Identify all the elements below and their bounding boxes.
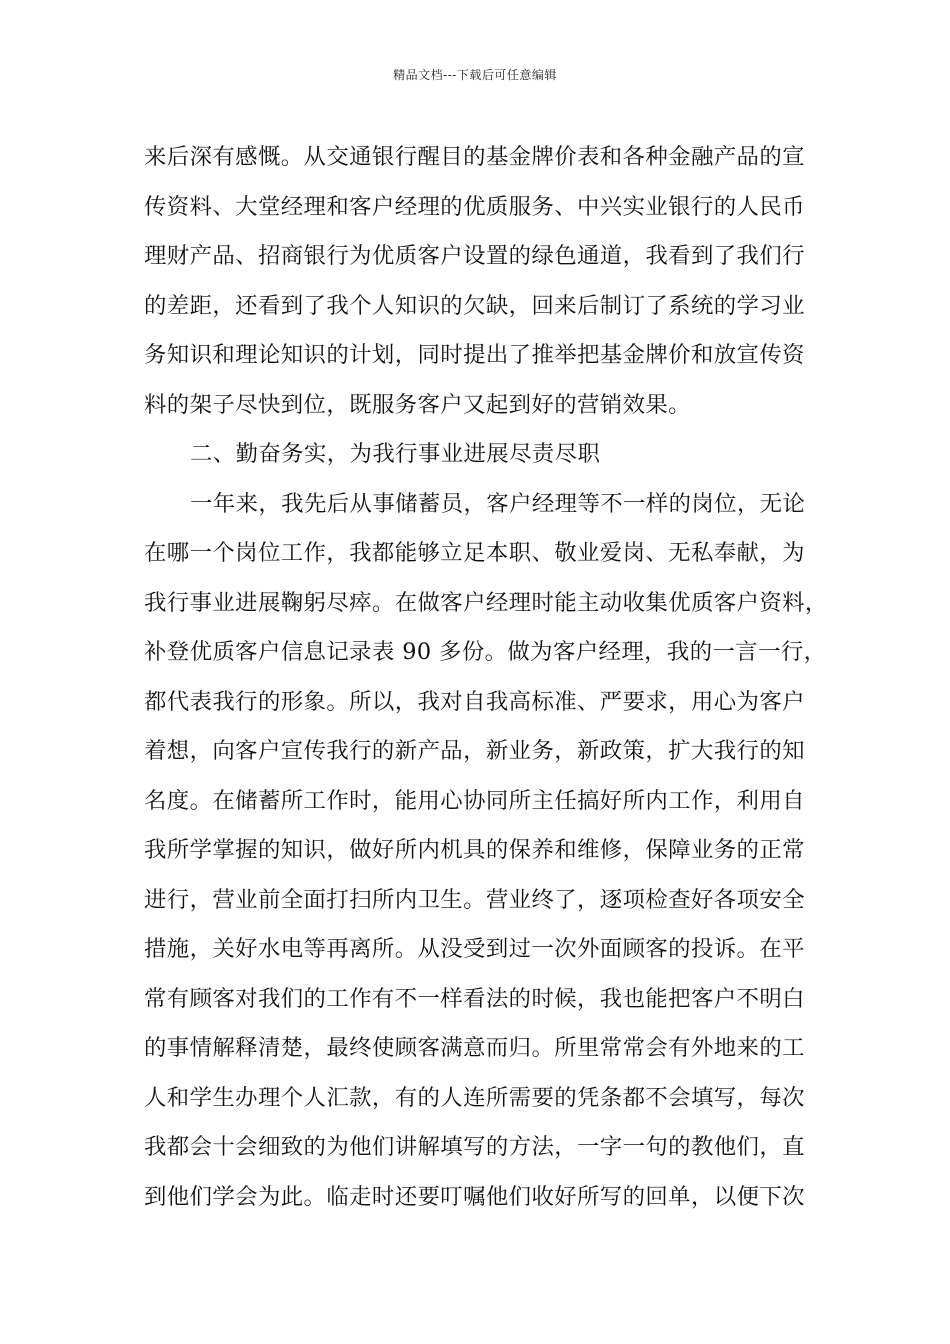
text-line: 进行，营业前全面打扫所内卫生。营业终了，逐项检查好各项安全 bbox=[144, 886, 805, 913]
text-line: 在哪一个岗位工作，我都能够立足本职、敬业爱岗、无私奉献，为 bbox=[144, 540, 805, 566]
text-line: 着想，向客户宣传我行的新产品，新业务，新政策，扩大我行的知 bbox=[144, 738, 805, 764]
text-line: 务知识和理论知识的计划，同时提出了推举把基金牌价和放宣传资 bbox=[144, 342, 805, 368]
text-line: 料的架子尽快到位，既服务客户又起到好的营销效果。 bbox=[144, 391, 691, 418]
text-line: 补登优质客户信息记录表 90 多份。做为客户经理，我的一言一行， bbox=[144, 639, 827, 665]
text-line: 的差距，还看到了我个人知识的欠缺，回来后制订了系统的学习业 bbox=[144, 292, 805, 319]
text-line: 到他们学会为此。临走时还要叮嘱他们收好所写的回单，以便下次 bbox=[144, 1183, 805, 1210]
text-line: 我都会十会细致的为他们讲解填写的方法，一字一句的教他们，直 bbox=[144, 1134, 805, 1160]
section-heading: 二、勤奋务实，为我行事业进展尽责尽职 bbox=[190, 441, 601, 467]
text-line: 名度。在储蓄所工作时，能用心协同所主任搞好所内工作，利用自 bbox=[144, 787, 805, 814]
text-line: 我所学掌握的知识，做好所内机具的保养和维修，保障业务的正常 bbox=[144, 837, 805, 863]
text-line: 我行事业进展鞠躬尽瘁。在做客户经理时能主动收集优质客户资料， bbox=[144, 589, 828, 616]
text-line: 人和学生办理个人汇款，有的人连所需要的凭条都不会填写，每次 bbox=[144, 1084, 805, 1111]
text-line: 措施，关好水电等再离所。从没受到过一次外面顾客的投诉。在平 bbox=[144, 936, 805, 962]
text-line: 都代表我行的形象。所以，我对自我高标准、严要求，用心为客户 bbox=[144, 688, 805, 715]
text-line: 理财产品、招商银行为优质客户设置的绿色通道，我看到了我们行 bbox=[144, 243, 805, 269]
page-header: 精品文档---下载后可任意编辑 bbox=[393, 68, 557, 82]
paragraph-start-line: 一年来，我先后从事储蓄员，客户经理等不一样的岗位，无论 bbox=[190, 490, 806, 517]
document-body bbox=[144, 133, 828, 1222]
text-line: 常有顾客对我们的工作有不一样看法的时候，我也能把客户不明白 bbox=[144, 985, 805, 1012]
text-line: 的事情解释清楚，最终使顾客满意而归。所里常常会有外地来的工 bbox=[144, 1035, 805, 1061]
text-line: 来后深有感慨。从交通银行醒目的基金牌价表和各种金融产品的宣 bbox=[144, 144, 805, 170]
text-line: 传资料、大堂经理和客户经理的优质服务、中兴实业银行的人民币 bbox=[144, 193, 805, 220]
